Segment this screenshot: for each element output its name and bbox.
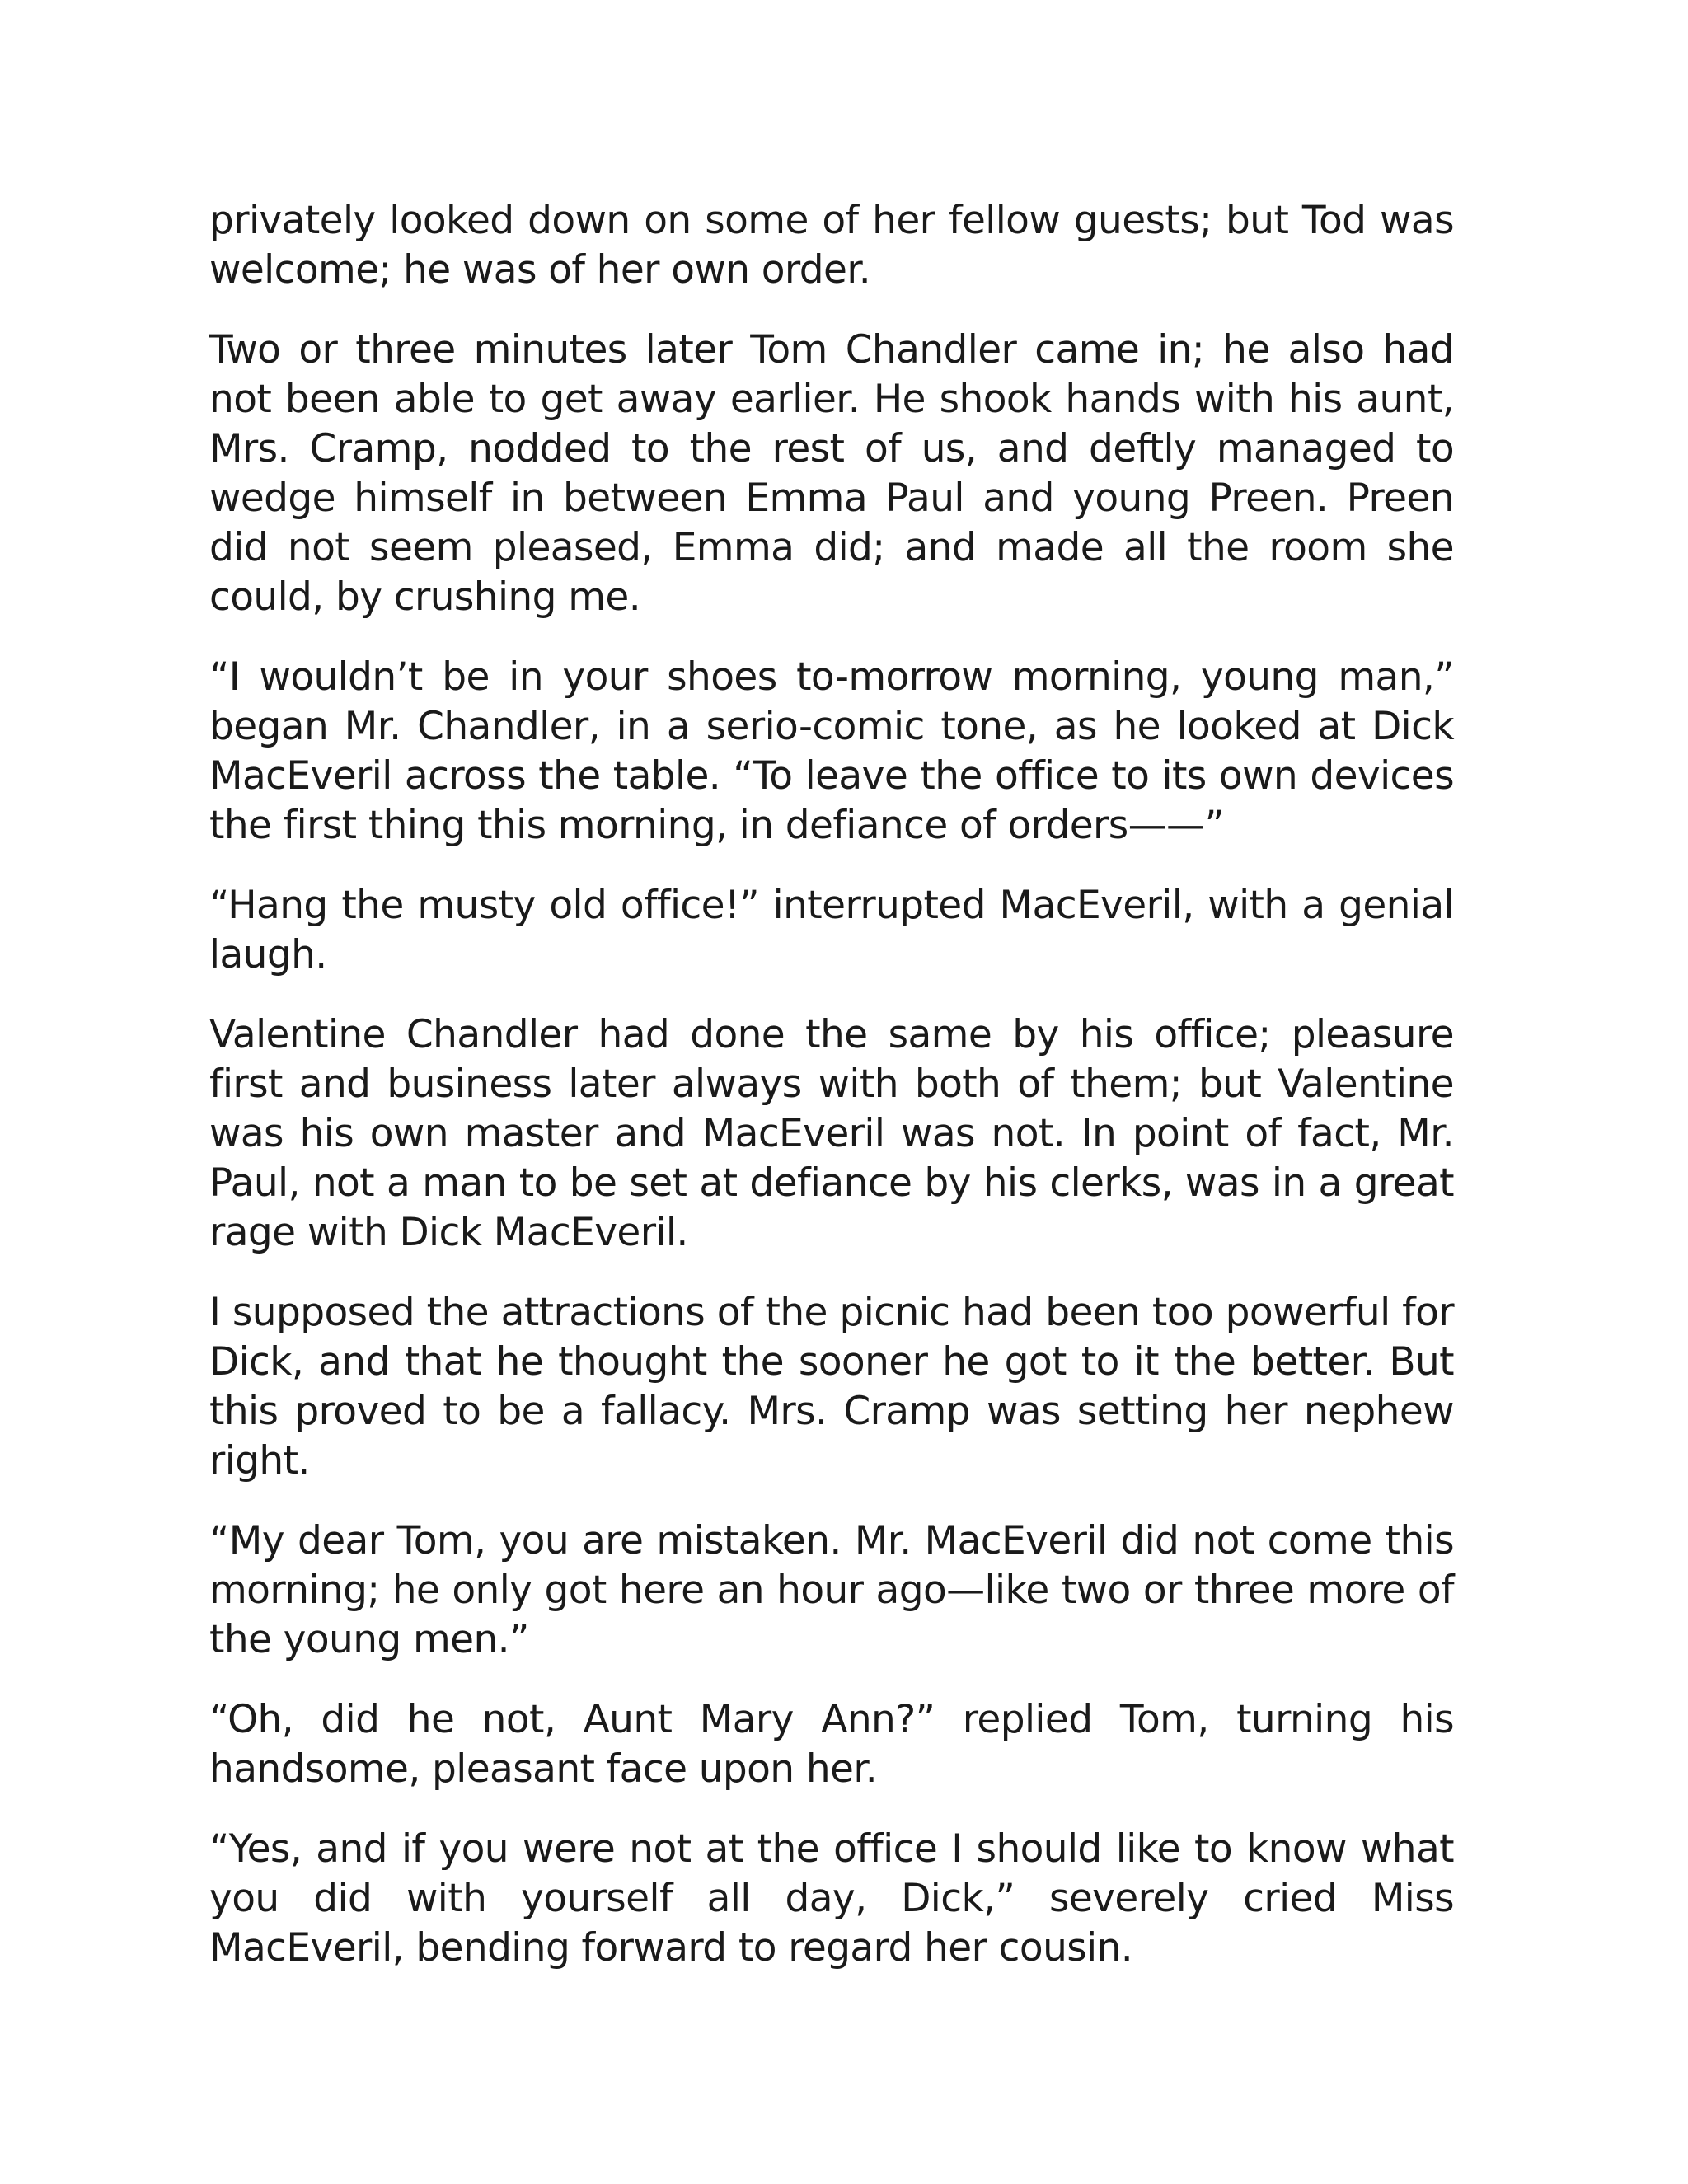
paragraph: “My dear Tom, you are mistaken. Mr. MacEveril did not come this morning; he only got here an hour ago—like two or three more of the young men.” bbox=[209, 1518, 1454, 1662]
paragraph: privately looked down on some of her fellow guests; but Tod was welcome; he was of her own order. bbox=[209, 198, 1454, 293]
paragraph: “I wouldn’t be in your shoes to-morrow morning, young man,” began Mr. Chandler, in a serio-comic tone, as he looked at Dick MacEveril across the table. “To leave the office to its own devices the first thing this morning, in defiance of orders——” bbox=[209, 654, 1454, 848]
paragraph: “Hang the musty old office!” interrupted MacEveril, with a genial laugh. bbox=[209, 883, 1454, 977]
paragraph: Two or three minutes later Tom Chandler came in; he also had not been able to get away earlier. He shook hands with his aunt, Mrs. Cramp, nodded to the rest of us, and deftly managed to wedge himself in between Emma Paul and young Preen. Preen did not seem pleased, Emma did; and made all the room she could, by crushing me. bbox=[209, 327, 1454, 620]
paragraph: Valentine Chandler had done the same by his office; pleasure first and business later always with both of them; but Valentine was his own master and MacEveril was not. In point of fact, Mr. Paul, not a man to be set at defiance by his clerks, was in a great rage with Dick MacEveril. bbox=[209, 1012, 1454, 1255]
paragraph: “Oh, did he not, Aunt Mary Ann?” replied Tom, turning his handsome, pleasant face upon her. bbox=[209, 1697, 1454, 1792]
page-body bbox=[209, 196, 1454, 2004]
paragraph: “Yes, and if you were not at the office I should like to know what you did with yourself all day, Dick,” severely cried Miss MacEveril, bending forward to regard her cousin. bbox=[209, 1826, 1454, 1971]
paragraph: I supposed the attractions of the picnic had been too powerful for Dick, and that he thought the sooner he got to it the better. But this proved to be a fallacy. Mrs. Cramp was setting her nephew right. bbox=[209, 1290, 1454, 1483]
